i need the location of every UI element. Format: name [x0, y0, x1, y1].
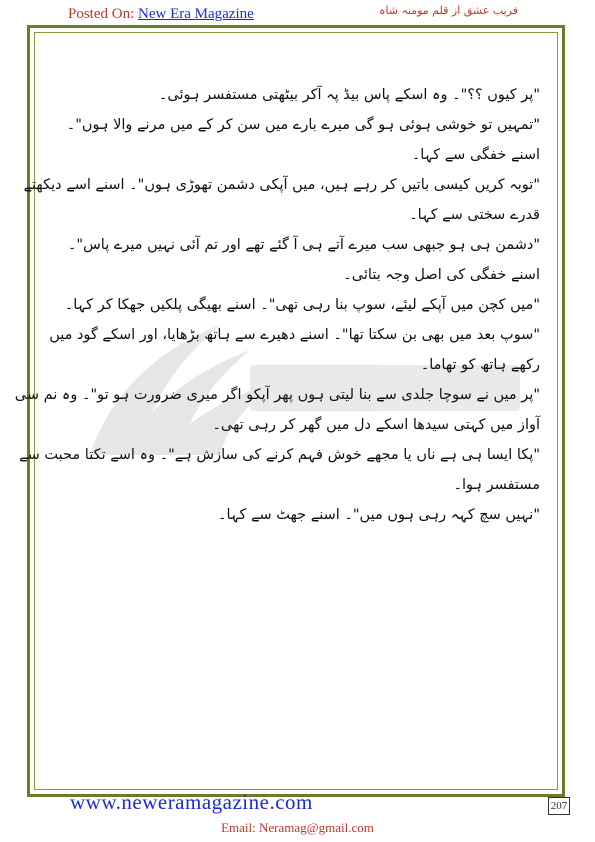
text-line: "پر کیوں ؟؟"۔ وہ اسکے پاس بیڈ پہ آکر بیٹھتی مستفسر ہوئی۔	[158, 87, 540, 103]
text-line: "میں کچن میں آپکے لیئے، سوپ بنا رہی تھی"۔ اسنے بھیگی پلکیں جھکا کر کہا۔	[64, 297, 540, 313]
text-line: رکھے ہاتھ کو تھاما۔	[420, 357, 540, 373]
text-line: "توبہ کریں کیسی باتیں کر رہے ہیں، میں آپکی دشمن تھوڑی ہوں"۔ اسنے اسے دیکھتے	[23, 177, 540, 193]
story-text	[14, 80, 540, 530]
text-line: "دشمن ہی ہو جبھی سب میرے آتے ہی آ گئے تھے اور تم آئی نہیں میرے پاس"۔	[67, 237, 540, 253]
story-title: فریب عشق از قلم مومنہ شاہ	[378, 4, 518, 17]
text-line: "نہیں سچ کہہ رہی ہوں میں"۔ اسنے جھٹ سے کہا۔	[218, 507, 540, 523]
text-line: آواز میں کہتی سیدھا اسکے دل میں گھر کر رہی تھی۔	[212, 417, 540, 433]
posted-on-header	[68, 6, 254, 23]
text-line: "سوپ بعد میں بھی بن سکتا تھا"۔ اسنے دھیرے سے ہاتھ بڑھایا، اور اسکے گود میں	[49, 327, 540, 343]
text-line: قدرے سختی سے کہا۔	[409, 207, 540, 223]
footer-website[interactable]: www.neweramagazine.com	[70, 790, 313, 814]
posted-on-label: Posted On:	[68, 6, 135, 22]
text-line: "پکا ایسا ہی ہے ناں یا مجھے خوش فہم کرنے کی سازش ہے"۔ وہ اسے تکتا محبت سے	[19, 447, 540, 463]
text-line: مستفسر ہوا۔	[453, 477, 540, 493]
text-line: "پر میں نے سوچا جلدی سے بنا لیتی ہوں پھر آپکو اگر میری ضرورت ہو تو"۔ وہ نم سی	[14, 387, 540, 403]
page-number: 207	[548, 797, 570, 815]
text-line: "تمہیں تو خوشی ہوئی ہو گی میرے بارے میں سن کر کے میں مرنے والا ہوں"۔	[66, 117, 540, 133]
magazine-link[interactable]: New Era Magazine	[138, 6, 254, 22]
text-line: اسنے خفگی سے کہا۔	[411, 147, 540, 163]
text-line: اسنے خفگی کی اصل وجہ بتائی۔	[343, 267, 540, 283]
footer-email[interactable]: Email: Neramag@gmail.com	[221, 820, 374, 835]
